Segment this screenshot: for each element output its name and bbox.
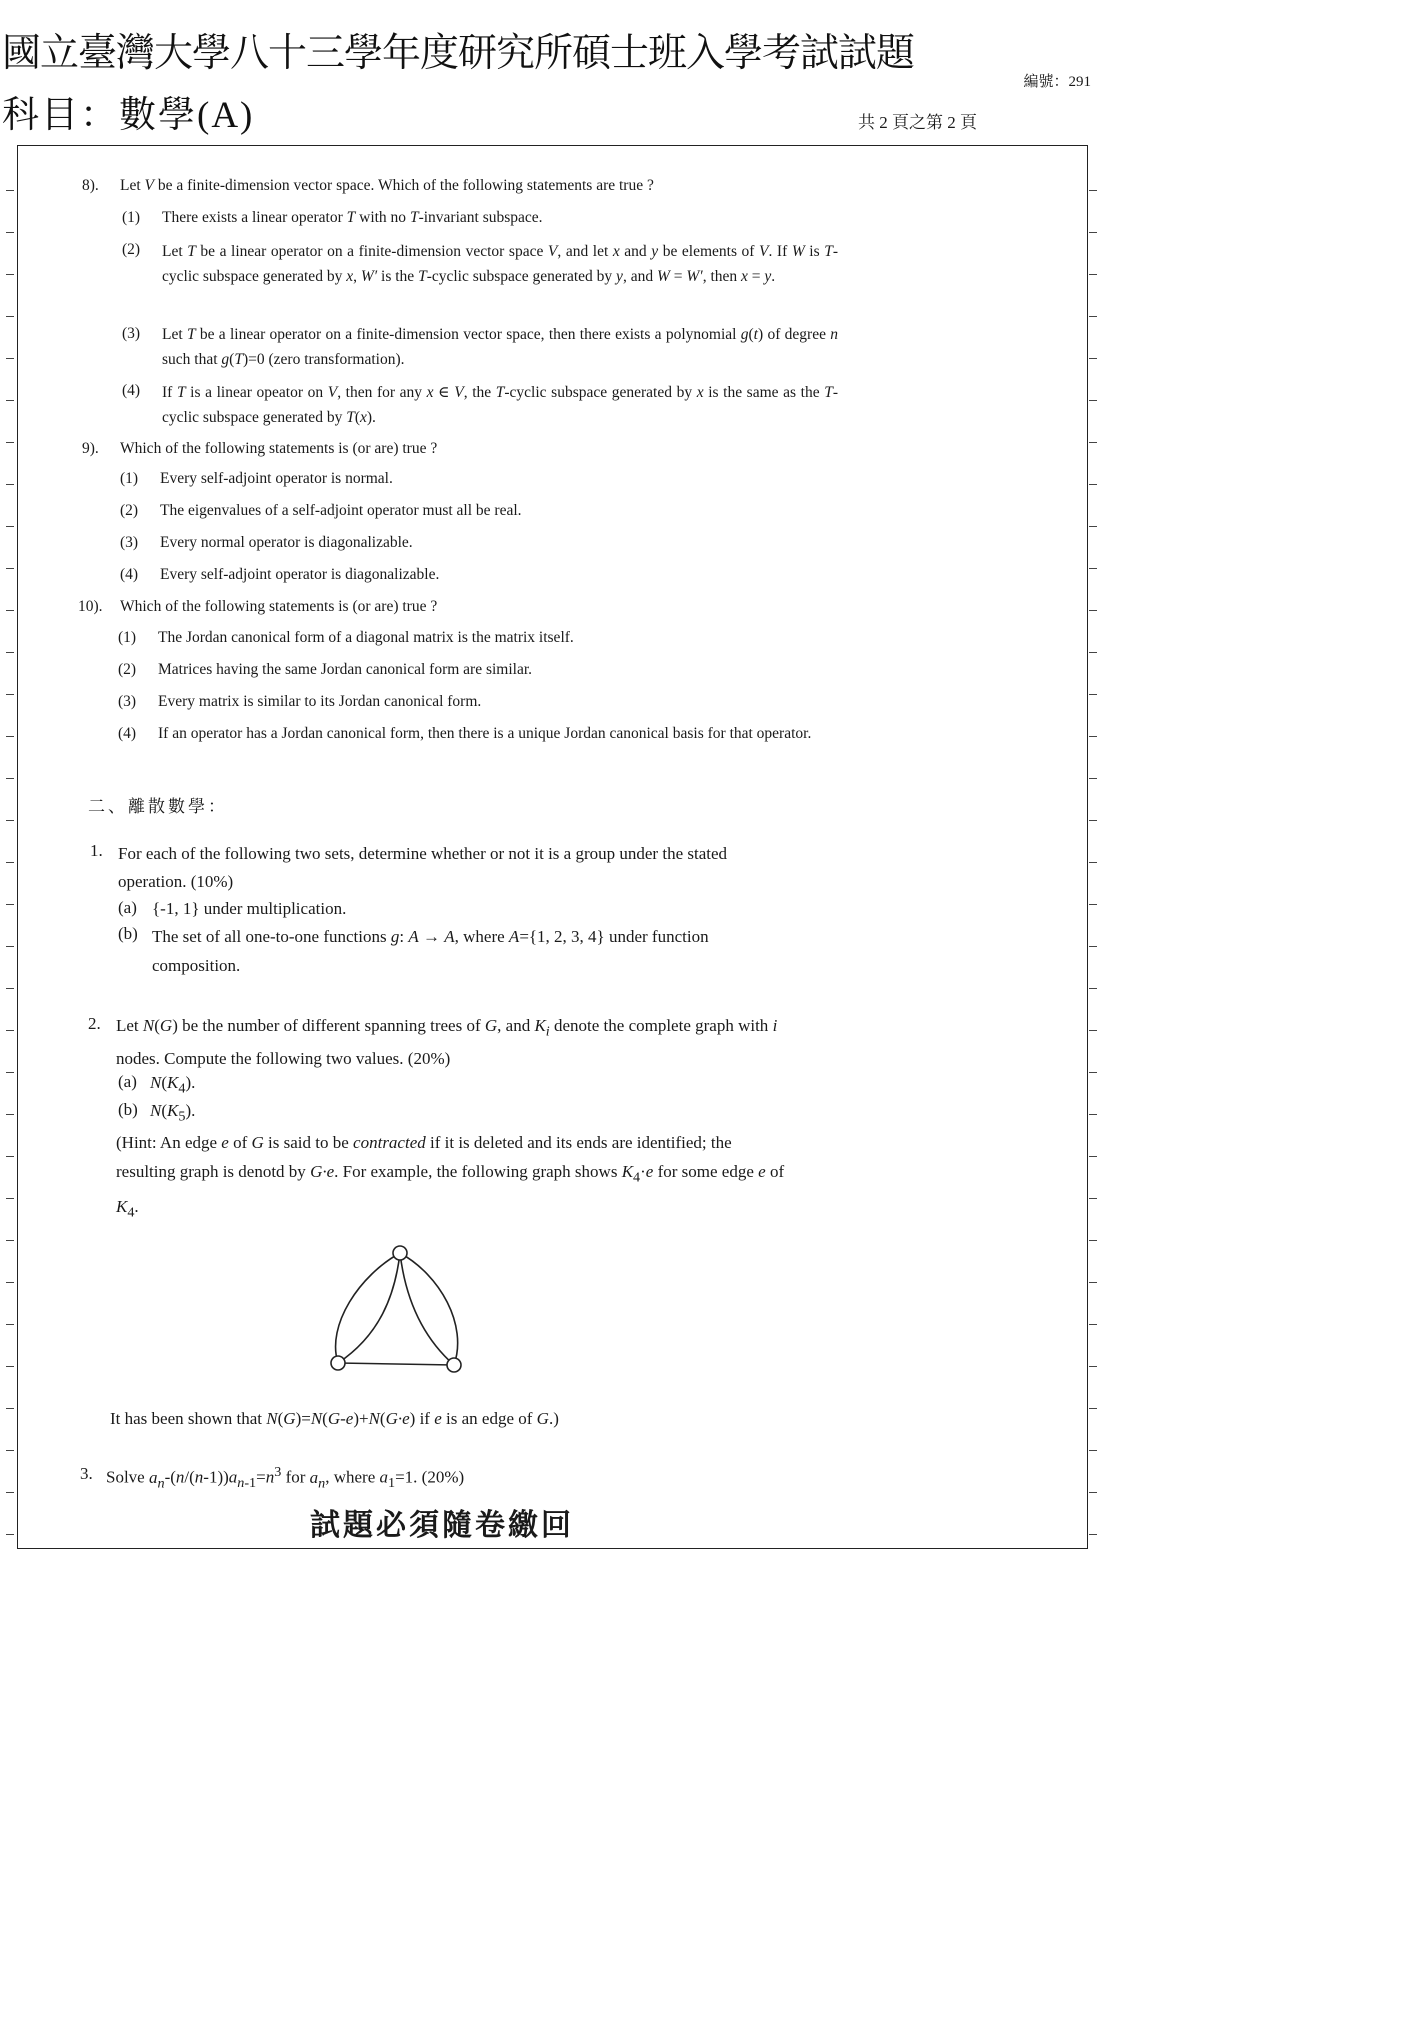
margin-tick — [6, 400, 14, 401]
q8-opt1-text: There exists a linear operator T with no T-invariant subspace. — [162, 209, 543, 226]
margin-tick — [1089, 1240, 1097, 1241]
margin-tick — [6, 946, 14, 947]
d2-after: It has been shown that N(G)=N(G-e)+N(G·e) if e is an edge of G.) — [110, 1409, 559, 1428]
d2-number: 2. — [88, 1014, 101, 1033]
d2-a-text: $N(K_4)$. — [150, 1073, 196, 1097]
margin-tick — [1089, 316, 1097, 317]
q9-opt1-text: Every self-adjoint operator is normal. — [160, 470, 393, 487]
margin-tick — [1089, 1450, 1097, 1451]
margin-tick — [1089, 652, 1097, 653]
q9-stem: Which of the following statements is (or are) true ? — [120, 440, 438, 457]
margin-tick — [6, 778, 14, 779]
d1-b-number: (b) — [118, 924, 138, 943]
margin-tick — [6, 1408, 14, 1409]
d2-b-number: (b) — [118, 1100, 138, 1119]
q8-opt4-number: (4) — [122, 382, 141, 399]
margin-tick — [6, 652, 14, 653]
graph-edge-right-inner — [400, 1253, 454, 1365]
q9-opt2-number: (2) — [120, 502, 139, 519]
d1-a-text: {-1, 1} under multiplication. — [152, 899, 347, 918]
margin-tick — [1089, 400, 1097, 401]
d1-b-text: The set of all one-to-one functions g: A → A, where A={1, 2, 3, 4} under function composition. — [152, 927, 709, 975]
margin-tick — [1089, 946, 1097, 947]
graph-edge-left-inner — [338, 1253, 400, 1363]
margin-tick — [6, 1240, 14, 1241]
margin-tick — [1089, 1156, 1097, 1157]
margin-tick — [6, 904, 14, 905]
margin-tick — [6, 1030, 14, 1031]
q9-opt3-number: (3) — [120, 534, 139, 551]
graph-edge-left-outer — [336, 1253, 400, 1363]
exam-subject: 科目：數學(A) — [2, 95, 255, 136]
q10-opt3-number: (3) — [118, 693, 137, 710]
margin-tick — [1089, 484, 1097, 485]
margin-tick — [1089, 610, 1097, 611]
margin-tick — [6, 1198, 14, 1199]
q8-opt3-text: Let T be a linear operator on a finite-dimension vector space, then there exists a polynomial g(t) of degree n such that g(T)=0 (zero transformation). — [162, 326, 838, 368]
margin-tick — [6, 1366, 14, 1367]
q9-opt3-text: Every normal operator is diagonalizable. — [160, 534, 413, 551]
page-indicator: 共 2 頁之第 2 頁 — [858, 113, 977, 132]
d3-number: 3. — [80, 1464, 93, 1483]
q10-opt3-text: Every matrix is similar to its Jordan canonical form. — [158, 693, 482, 710]
margin-tick — [1089, 1366, 1097, 1367]
margin-tick — [1089, 1534, 1097, 1535]
margin-tick — [6, 484, 14, 485]
q9-opt2-text: The eigenvalues of a self-adjoint operator must all be real. — [160, 502, 522, 519]
margin-tick — [6, 316, 14, 317]
margin-tick — [6, 862, 14, 863]
d3-stem: Solve $a_n-(n/(n-1))a_{n-1}=n^3$ for $a_n$, where $a_1=1$. (20%) — [106, 1464, 465, 1492]
margin-tick — [6, 1114, 14, 1115]
q10-opt2-number: (2) — [118, 661, 137, 678]
margin-tick — [1089, 232, 1097, 233]
margin-tick — [6, 694, 14, 695]
q8-opt2-number: (2) — [122, 241, 141, 258]
exam-title: 國立臺灣大學八十三學年度研究所碩士班入學考試試題 — [2, 32, 915, 75]
margin-tick — [1089, 526, 1097, 527]
q8-number: 8). — [82, 177, 99, 194]
graph-edge-bottom — [338, 1363, 454, 1365]
margin-tick — [6, 358, 14, 359]
margin-tick — [1089, 1282, 1097, 1283]
margin-tick — [6, 1324, 14, 1325]
margin-tick — [1089, 904, 1097, 905]
margin-tick — [1089, 694, 1097, 695]
graph-edge-right-outer — [400, 1253, 458, 1365]
margin-tick — [6, 442, 14, 443]
section-heading: 二、離散數學： — [88, 797, 228, 816]
margin-tick — [1089, 820, 1097, 821]
margin-tick — [1089, 1408, 1097, 1409]
margin-tick — [6, 1450, 14, 1451]
q9-number: 9). — [82, 440, 99, 457]
margin-tick — [6, 1282, 14, 1283]
margin-tick — [1089, 190, 1097, 191]
margin-tick — [1089, 358, 1097, 359]
q8-opt2-text: Let T be a linear operator on a finite-dimension vector space V, and let x and y be elements of V. If W is T-cyclic subspace generated by x, W′ is the T-cyclic subspace generated by y, and W = W′, then x = y. — [162, 243, 838, 285]
margin-tick — [1089, 274, 1097, 275]
q9-opt1-number: (1) — [120, 470, 139, 487]
margin-tick — [6, 1492, 14, 1493]
d1-a-number: (a) — [118, 898, 137, 917]
q10-opt1-number: (1) — [118, 629, 137, 646]
margin-tick — [1089, 1030, 1097, 1031]
d2-stem: Let N(G) be the number of different spanning trees of G, and $K_i$ denote the complete graph with i nodes. Compute the following two values. (20%) — [116, 1016, 778, 1069]
contracted-graph-figure — [320, 1235, 470, 1375]
margin-tick — [6, 568, 14, 569]
q10-number: 10). — [78, 598, 103, 615]
q10-opt1-text: The Jordan canonical form of a diagonal matrix is the matrix itself. — [158, 629, 574, 646]
margin-tick — [6, 526, 14, 527]
margin-tick — [6, 820, 14, 821]
q10-stem: Which of the following statements is (or are) true ? — [120, 598, 438, 615]
d2-hint: (Hint: An edge e of G is said to be contracted if it is deleted and its ends are identified; the resulting graph is denotd by G·e. For example, the following graph shows $K_4\cdot e$ for some edge e of $K_4$. — [116, 1133, 785, 1221]
margin-tick — [1089, 1198, 1097, 1199]
exam-code: 編號：291 — [1023, 74, 1091, 90]
margin-tick — [1089, 442, 1097, 443]
margin-tick — [1089, 1492, 1097, 1493]
graph-node-top — [393, 1246, 407, 1260]
q10-opt2-text: Matrices having the same Jordan canonical form are similar. — [158, 661, 533, 678]
q10-opt4-number: (4) — [118, 725, 137, 742]
margin-tick — [1089, 778, 1097, 779]
q8-stem: Let V be a finite-dimension vector space. Which of the following statements are true ? — [120, 177, 654, 194]
d1-number: 1. — [90, 841, 103, 860]
margin-tick — [6, 1156, 14, 1157]
q8-opt1-number: (1) — [122, 209, 141, 226]
d2-a-number: (a) — [118, 1072, 137, 1091]
margin-tick — [1089, 736, 1097, 737]
q8-opt4-text: If T is a linear opeator on V, then for any x ∈ V, the T-cyclic subspace generated by x is the same as the T-cyclic subspace generated by T(x). — [162, 384, 839, 426]
graph-node-right — [447, 1358, 461, 1372]
margin-tick — [6, 736, 14, 737]
margin-tick — [6, 610, 14, 611]
margin-tick — [6, 190, 14, 191]
q10-opt4-text: If an operator has a Jordan canonical form, then there is a unique Jordan canonical basis for that operator. — [158, 725, 812, 742]
footer-note: 試題必須隨卷繳回 — [310, 1509, 574, 1542]
margin-tick — [6, 274, 14, 275]
margin-tick — [6, 988, 14, 989]
margin-tick — [6, 1072, 14, 1073]
margin-tick — [1089, 1114, 1097, 1115]
d2-b-text: $N(K_5)$. — [150, 1101, 196, 1125]
q9-opt4-text: Every self-adjoint operator is diagonalizable. — [160, 566, 440, 583]
q8-opt3-number: (3) — [122, 325, 141, 342]
d1-stem: For each of the following two sets, determine whether or not it is a group under the stated operation. (10%) — [118, 844, 728, 891]
margin-tick — [6, 1534, 14, 1535]
graph-node-left — [331, 1356, 345, 1370]
margin-tick — [1089, 1072, 1097, 1073]
q9-opt4-number: (4) — [120, 566, 139, 583]
margin-tick — [1089, 862, 1097, 863]
margin-tick — [1089, 988, 1097, 989]
margin-tick — [6, 232, 14, 233]
margin-tick — [1089, 1324, 1097, 1325]
margin-tick — [1089, 568, 1097, 569]
